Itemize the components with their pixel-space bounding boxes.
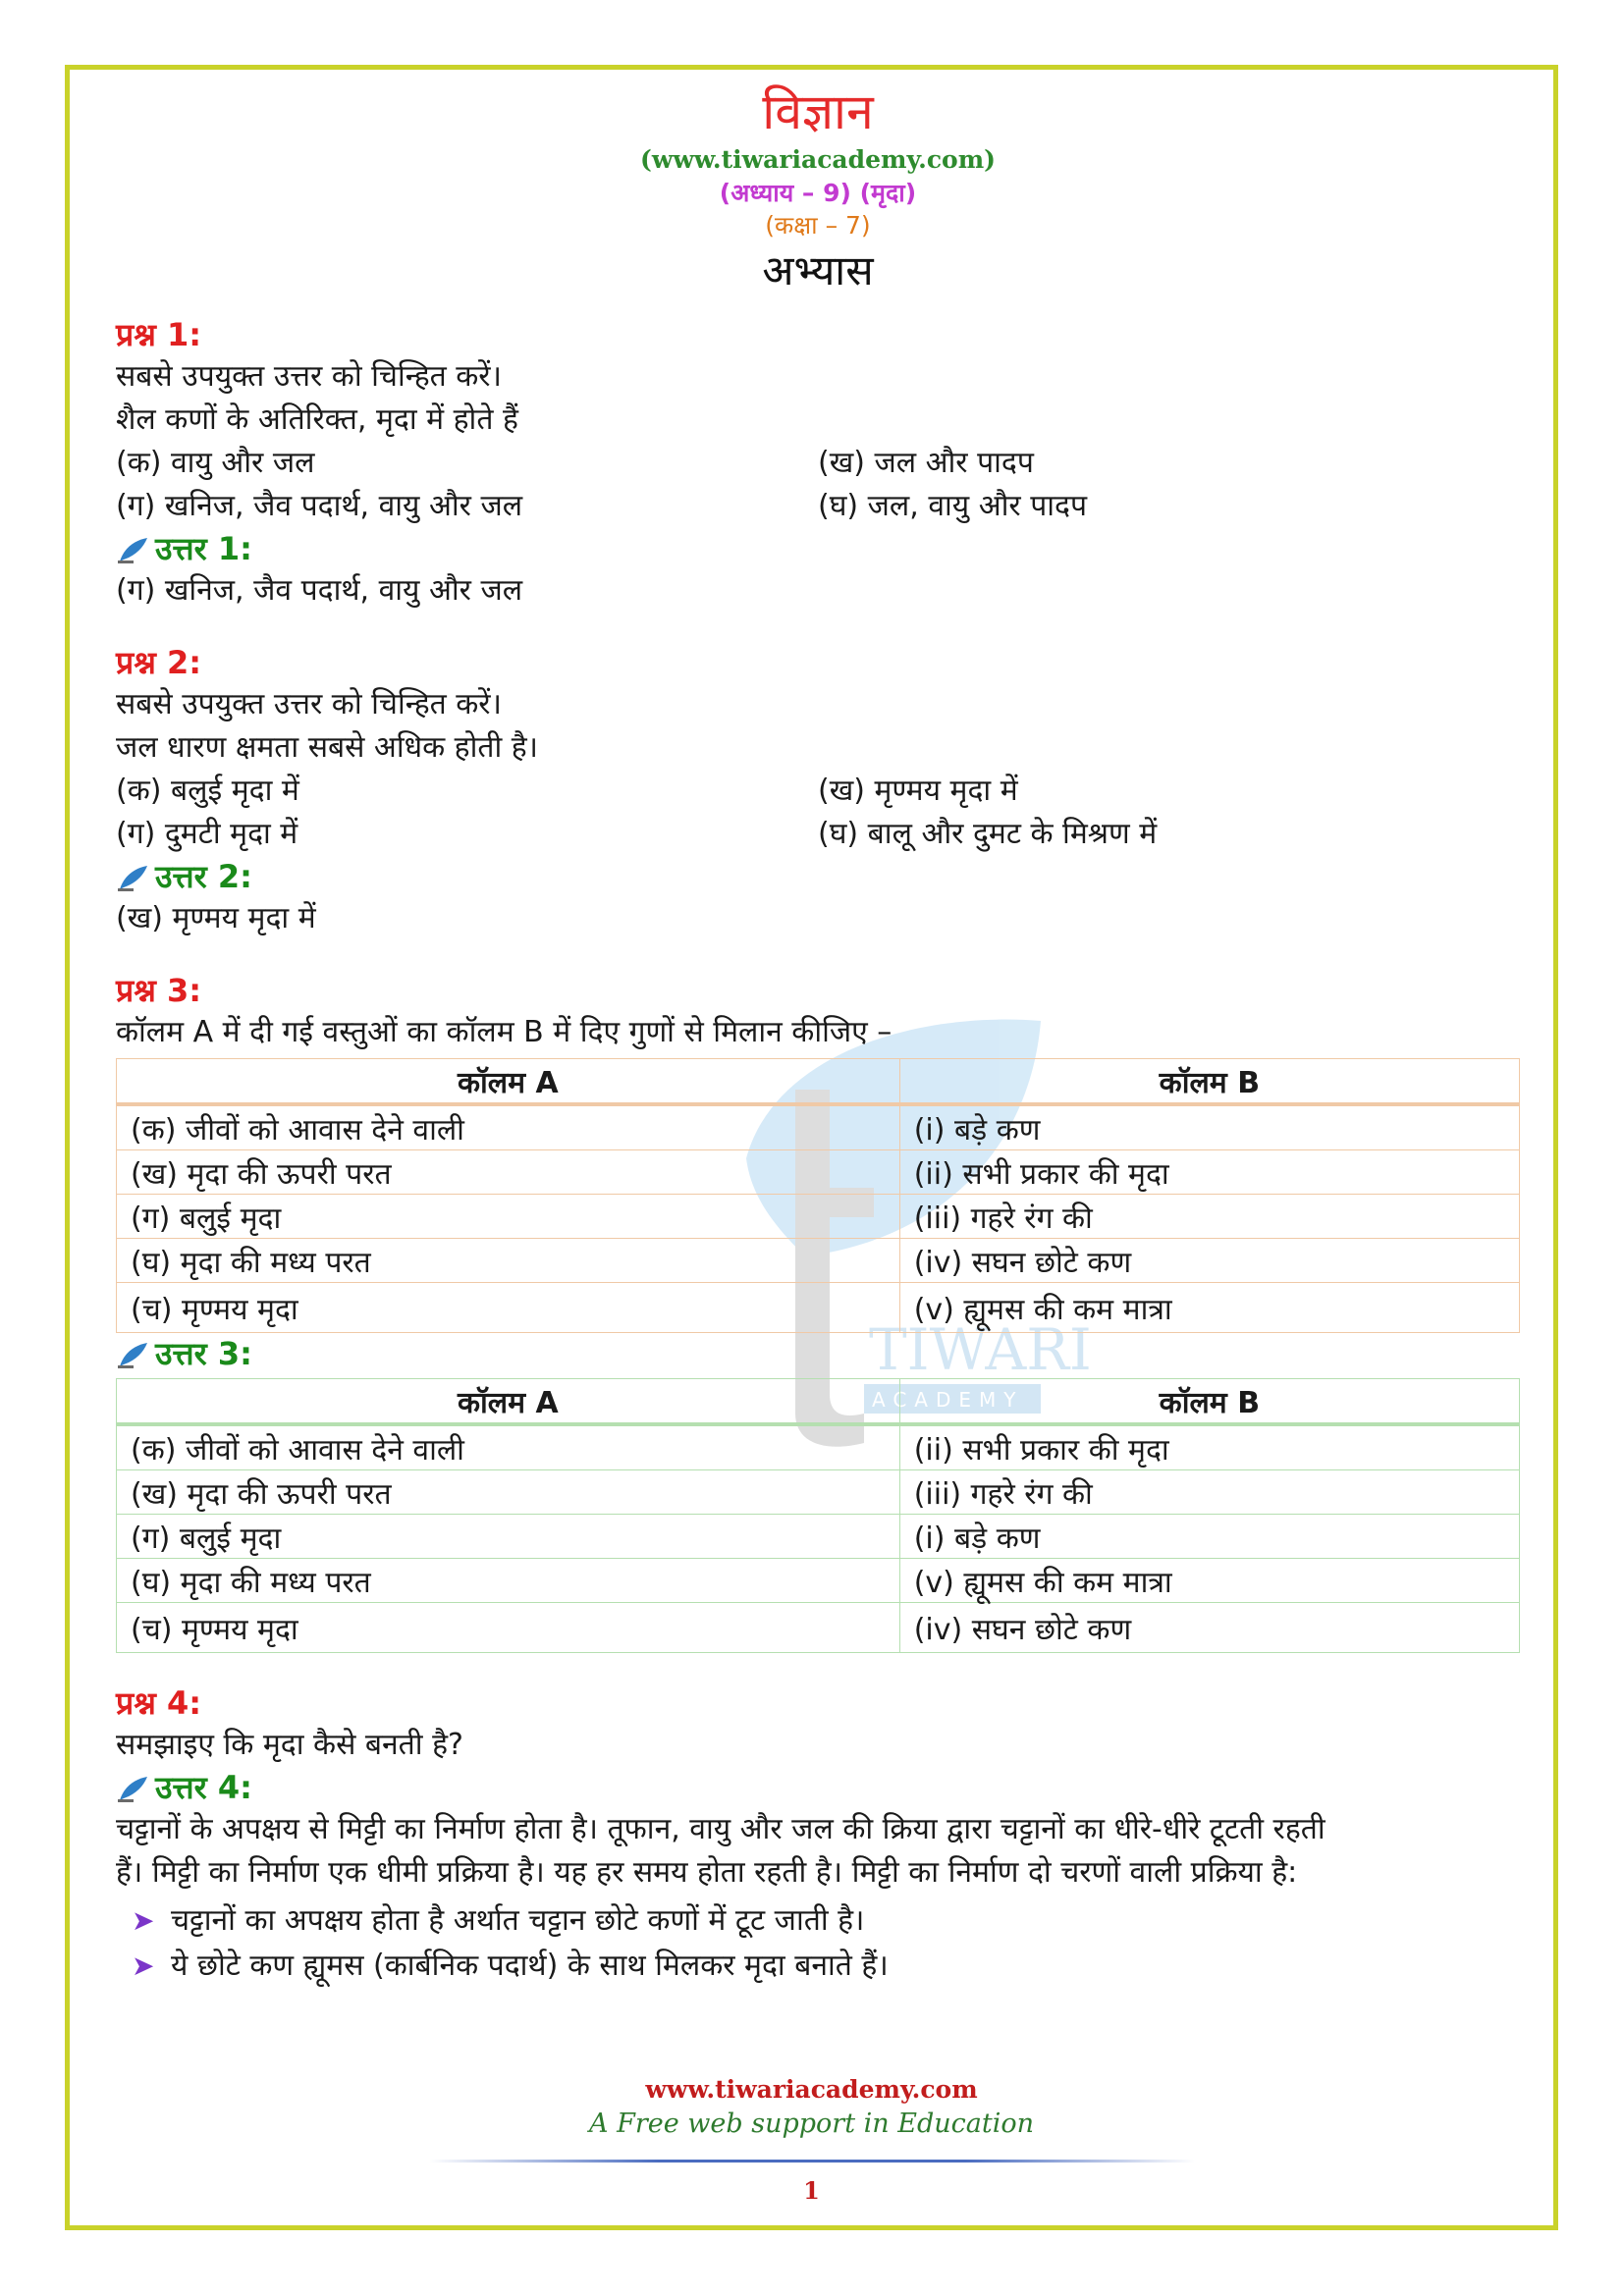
answer-4-bullets: [116, 1898, 1520, 1989]
list-item: [132, 1898, 1520, 1944]
table-row: [117, 1104, 1520, 1150]
question-3-table: [116, 1058, 1520, 1333]
table-row: [117, 1515, 1520, 1559]
column-b-header: कॉलम B: [899, 1059, 1519, 1105]
question-2-line-1: सबसे उपयुक्त उत्तर को चिन्हित करें।: [116, 687, 502, 721]
column-b-header: कॉलम B: [899, 1379, 1519, 1425]
footer-divider: [429, 2160, 1195, 2163]
page-title: विज्ञान: [762, 83, 874, 140]
table-row: [117, 1424, 1520, 1470]
table-cell: (iii) गहरे रंग की: [899, 1195, 1519, 1239]
table-cell: (च) मृण्मय मृदा: [117, 1603, 900, 1653]
answer-1-heading: [116, 528, 1520, 569]
table-row: [117, 1239, 1520, 1283]
table-cell: (च) मृण्मय मृदा: [117, 1283, 900, 1333]
table-row: [117, 1603, 1520, 1653]
answer-3-heading: [116, 1333, 1520, 1374]
question-4-line-1: समझाइए कि मृदा कैसे बनती है?: [116, 1728, 463, 1762]
page-number: 1: [803, 2176, 820, 2205]
answer-4-paragraph-2: हैं। मिट्टी का निर्माण एक धीमी प्रक्रिया है। यह हर समय होता रहती है। मिट्टी का निर्माण दो चरणों वाली प्रक्रिया है:: [116, 1855, 1298, 1890]
answer-2-heading: [116, 856, 1520, 897]
class-label: (कक्षा – 7): [765, 211, 871, 240]
question-3-label: प्रश्न 3:: [116, 972, 202, 1009]
table-row: [117, 1283, 1520, 1333]
table-cell: (iii) गहरे रंग की: [899, 1470, 1519, 1515]
page-footer: [0, 2073, 1623, 2205]
arrow-bullet-icon: ➤: [132, 1904, 155, 1937]
table-cell: (ग) बलुई मृदा: [117, 1515, 900, 1559]
list-item: [132, 1944, 1520, 1989]
footer-tagline: A Free web support in Education: [589, 2109, 1034, 2139]
quill-icon: [116, 862, 149, 891]
bullet-text: ये छोटे कण ह्यूमस (कार्बनिक पदार्थ) के साथ मिलकर मृदा बनाते हैं।: [171, 1949, 889, 1983]
question-1-line-1: सबसे उपयुक्त उत्तर को चिन्हित करें।: [116, 359, 502, 394]
answer-2-label: उत्तर 2:: [155, 858, 252, 895]
answer-2-text: (ख) मृण्मय मृदा में: [116, 901, 316, 935]
answer-4-heading: [116, 1767, 1520, 1808]
chapter-label: (अध्याय – 9) (मृदा): [719, 179, 917, 207]
option: (घ) जल, वायु और पादप: [818, 489, 1088, 523]
table-cell: (ii) सभी प्रकार की मृदा: [899, 1150, 1519, 1195]
question-4-label: प्रश्न 4:: [116, 1684, 202, 1722]
table-cell: (क) जीवों को आवास देने वाली: [117, 1424, 900, 1470]
footer-website: www.tiwariacademy.com: [645, 2075, 978, 2104]
answer-3-label: उत्तर 3:: [155, 1335, 252, 1372]
question-1-options: [116, 442, 1520, 528]
question-1-line-2: शैल कणों के अतिरिक्त, मृदा में होते हैं: [116, 402, 518, 437]
answer-4-label: उत्तर 4:: [155, 1769, 252, 1806]
bullet-text: चट्टानों का अपक्षय होता है अर्थात चट्टान छोटे कणों में टूट जाती है।: [171, 1903, 865, 1938]
question-3-line-1: कॉलम A में दी गई वस्तुओं का कॉलम B में दिए गुणों से मिलान कीजिए –: [116, 1015, 893, 1049]
table-cell: (v) ह्यूमस की कम मात्रा: [899, 1559, 1519, 1603]
table-row: [117, 1195, 1520, 1239]
watermark-text-2: ACADEMY: [872, 1388, 1024, 1412]
option: (क) बलुई मृदा में: [116, 774, 299, 808]
table-cell: (ख) मृदा की ऊपरी परत: [117, 1470, 900, 1515]
quill-icon: [116, 534, 149, 563]
table-row: [117, 1559, 1520, 1603]
table-row: [117, 1470, 1520, 1515]
answer-4-paragraph-1: चट्टानों के अपक्षय से मिट्टी का निर्माण होता है। तूफान, वायु और जल की क्रिया द्वारा चट्टानों का धीरे-धीरे टूटती रहती: [116, 1812, 1325, 1846]
option: (क) वायु और जल: [116, 446, 315, 480]
question-2-options: [116, 770, 1520, 856]
table-cell: (iv) सघन छोटे कण: [899, 1603, 1519, 1653]
option: (घ) बालू और दुमट के मिश्रण में: [818, 817, 1158, 851]
column-a-header: कॉलम A: [117, 1059, 900, 1105]
option: (ग) दुमटी मृदा में: [116, 817, 298, 851]
question-2-label: प्रश्न 2:: [116, 644, 202, 681]
table-cell: (i) बड़े कण: [899, 1104, 1519, 1150]
arrow-bullet-icon: ➤: [132, 1949, 155, 1982]
table-cell: (iv) सघन छोटे कण: [899, 1239, 1519, 1283]
answer-1-text: (ग) खनिज, जैव पदार्थ, वायु और जल: [116, 573, 523, 608]
option: (ख) जल और पादप: [818, 446, 1034, 480]
option: (ख) मृण्मय मृदा में: [818, 774, 1018, 808]
quill-icon: [116, 1339, 149, 1368]
document-content: [116, 80, 1520, 1989]
header-website: (www.tiwariacademy.com): [639, 145, 996, 174]
option: (ग) खनिज, जैव पदार्थ, वायु और जल: [116, 489, 523, 523]
quill-icon: [116, 1773, 149, 1802]
table-row: [117, 1150, 1520, 1195]
answer-1-label: उत्तर 1:: [155, 530, 252, 567]
section-title: अभ्यास: [762, 246, 874, 294]
table-cell: (ii) सभी प्रकार की मृदा: [899, 1424, 1519, 1470]
table-cell: (i) बड़े कण: [899, 1515, 1519, 1559]
question-2-line-2: जल धारण क्षमता सबसे अधिक होती है।: [116, 730, 539, 765]
table-cell: (घ) मृदा की मध्य परत: [117, 1239, 900, 1283]
watermark-text-1: TIWARI: [869, 1316, 1092, 1383]
table-cell: (क) जीवों को आवास देने वाली: [117, 1104, 900, 1150]
table-cell: (घ) मृदा की मध्य परत: [117, 1559, 900, 1603]
table-cell: (v) ह्यूमस की कम मात्रा: [899, 1283, 1519, 1333]
table-cell: (ख) मृदा की ऊपरी परत: [117, 1150, 900, 1195]
answer-3-table: [116, 1378, 1520, 1653]
question-1-label: प्रश्न 1:: [116, 316, 202, 353]
column-a-header: कॉलम A: [117, 1379, 900, 1425]
table-cell: (ग) बलुई मृदा: [117, 1195, 900, 1239]
